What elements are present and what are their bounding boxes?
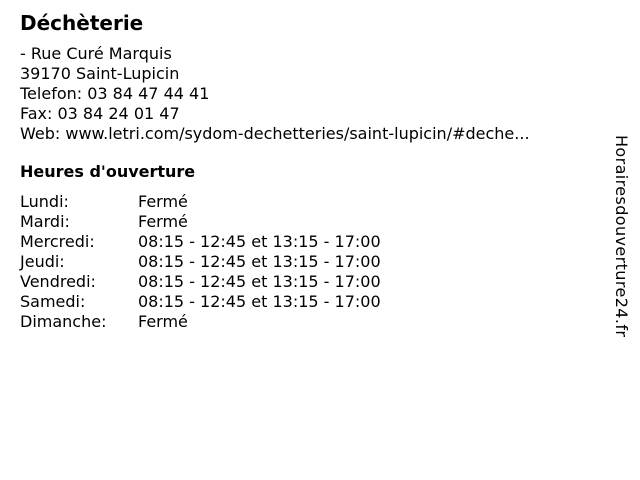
day-label: Samedi: — [20, 292, 86, 311]
hours-row-monday — [20, 192, 600, 212]
day-label: Lundi: — [20, 192, 69, 211]
day-label: Dimanche: — [20, 312, 107, 331]
opening-hours-heading: Heures d'ouverture — [20, 162, 196, 181]
contact-block — [20, 44, 600, 144]
hours-row-thursday — [20, 252, 600, 272]
day-hours: Fermé — [138, 212, 188, 231]
day-hours: Fermé — [138, 312, 188, 331]
street-address: - Rue Curé Marquis — [20, 44, 172, 63]
business-card — [20, 10, 600, 332]
hours-row-saturday — [20, 292, 600, 312]
fax-number: Fax: 03 84 24 01 47 — [20, 104, 180, 123]
day-label: Mardi: — [20, 212, 70, 231]
day-hours: 08:15 - 12:45 et 13:15 - 17:00 — [138, 252, 381, 271]
hours-row-friday — [20, 272, 600, 292]
hours-row-wednesday — [20, 232, 600, 252]
phone-number: Telefon: 03 84 47 44 41 — [20, 84, 210, 103]
day-label: Vendredi: — [20, 272, 96, 291]
hours-row-tuesday — [20, 212, 600, 232]
day-label: Mercredi: — [20, 232, 95, 251]
day-label: Jeudi: — [20, 252, 65, 271]
city-address: 39170 Saint-Lupicin — [20, 64, 180, 83]
day-hours: 08:15 - 12:45 et 13:15 - 17:00 — [138, 272, 381, 291]
website-link[interactable]: Web: www.letri.com/sydom-dechetteries/saint-lupicin/#deche... — [20, 124, 530, 143]
opening-hours-table — [20, 192, 600, 332]
day-hours: 08:15 - 12:45 et 13:15 - 17:00 — [138, 292, 381, 311]
business-name: Déchèterie — [20, 11, 144, 35]
hours-row-sunday — [20, 312, 600, 332]
site-watermark: Horairesdouverture24.fr — [612, 135, 631, 338]
day-hours: 08:15 - 12:45 et 13:15 - 17:00 — [138, 232, 381, 251]
day-hours: Fermé — [138, 192, 188, 211]
